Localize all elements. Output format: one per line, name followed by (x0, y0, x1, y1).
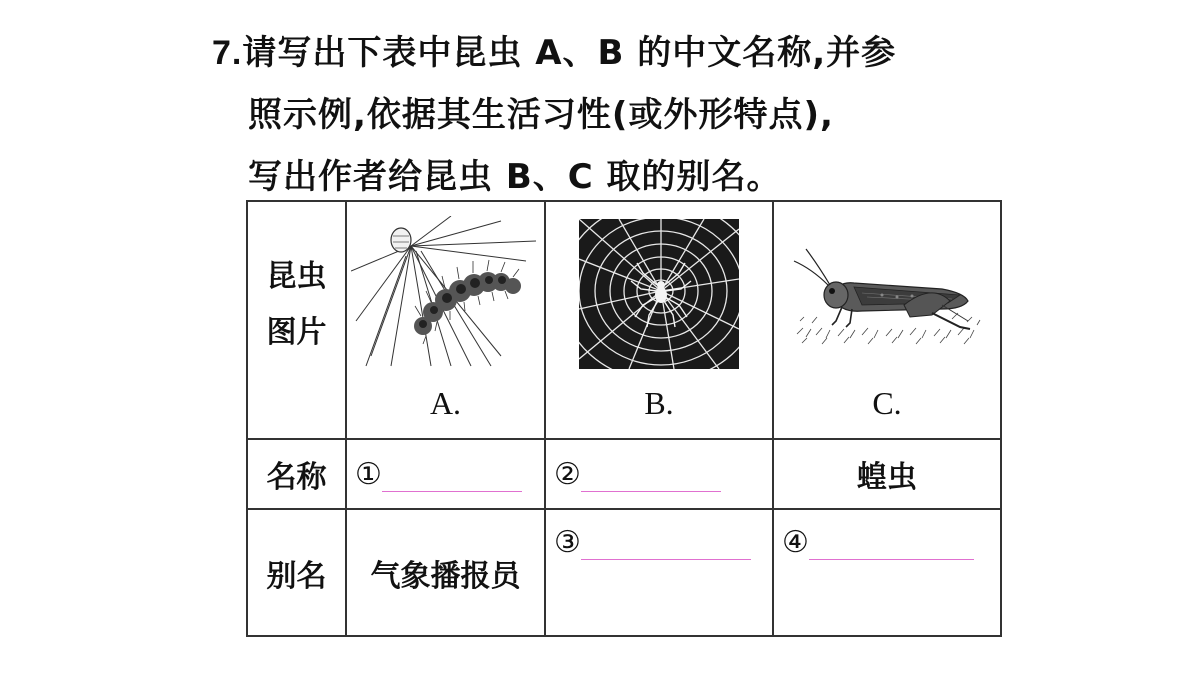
grasshopper-icon (774, 216, 1000, 371)
picture-label-c: C. (872, 385, 902, 421)
answer-blank-1[interactable] (382, 463, 522, 492)
table-row-name (247, 439, 1001, 509)
row-header-pictures: 昆虫 图片 (247, 201, 346, 439)
spider-web-icon (546, 216, 772, 371)
question-text (212, 22, 1012, 208)
row-header-alias: 别名 (247, 509, 346, 636)
question-line-2: 照示例,依据其生活习性(或外形特点), (248, 95, 834, 135)
insect-table (246, 200, 1002, 637)
row-header-name: 名称 (247, 439, 346, 509)
picture-label-a: A. (429, 385, 462, 421)
picture-cell-c (773, 201, 1001, 439)
answer-blank-3[interactable] (581, 531, 751, 560)
answer-blank-4[interactable] (809, 531, 974, 560)
picture-label-b: B. (644, 385, 674, 421)
blank-number-3: ③ (554, 525, 581, 561)
picture-cell-a (346, 201, 545, 439)
answer-blank-2[interactable] (581, 463, 721, 492)
blank-number-1: ① (355, 457, 382, 493)
question-number: 7. (212, 34, 243, 72)
answer-blank-1-cell (346, 439, 545, 509)
answer-blank-3-cell (545, 509, 773, 636)
table-row-alias (247, 509, 1001, 636)
question-line-1: 7.请写出下表中昆虫 A、B 的中文名称,并参 (212, 33, 897, 73)
alias-cell-a: 气象播报员 (346, 509, 545, 636)
question-line-3: 写出作者给昆虫 B、C 取的别名。 (248, 157, 782, 197)
answer-blank-2-cell (545, 439, 773, 509)
blank-number-2: ② (554, 457, 581, 493)
caterpillar-icon (347, 216, 544, 371)
table-row-pictures (247, 201, 1001, 439)
answer-blank-4-cell (773, 509, 1001, 636)
name-cell-c: 蝗虫 (773, 439, 1001, 509)
picture-cell-b (545, 201, 773, 439)
blank-number-4: ④ (782, 525, 809, 561)
